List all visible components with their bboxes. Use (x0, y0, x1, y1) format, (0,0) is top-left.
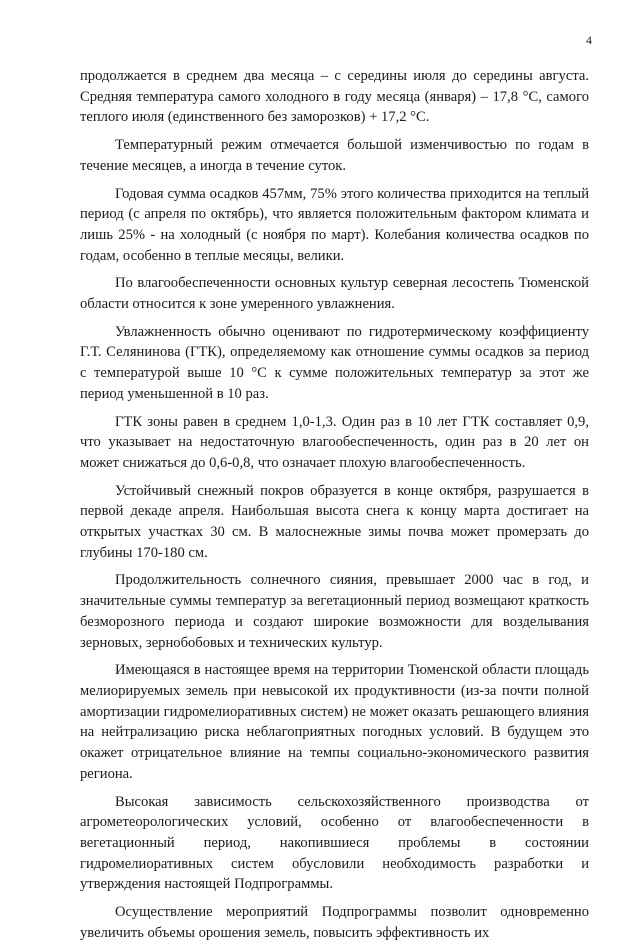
paragraph: Увлажненность обычно оценивают по гидротермическому коэффициенту Г.Т. Селянинова (ГТК), определяемому как отношение суммы осадков за период с температурой выше 10 °С к сумме положительных температур за этот же период уменьшенной в 10 раз. (80, 323, 589, 402)
paragraph: По влагообеспеченности основных культур северная лесостепь Тюменской области относится к зоне умеренного увлажнения. (80, 275, 589, 313)
paragraph: Годовая сумма осадков 457мм, 75% этого количества приходится на теплый период (с апреля по октябрь), что является положительным фактором климата и лишь 25% - на холодный (с ноября по март). Колебания количества осадков по годам, особенно в теплые месяцы, велики. (80, 185, 589, 264)
paragraph: Температурный режим отмечается большой изменчивостью по годам в течение месяцев, а иногда в течение суток. (80, 137, 589, 174)
paragraph-continued: продолжается в среднем два месяца – с середины июля до середины августа. Средняя температура самого холодного в году месяца (января) – 17,8 °С, самого теплого июля (единственного без заморозков) + 17,2 °С. (80, 68, 589, 126)
paragraph: Осуществление мероприятий Подпрограммы позволит одновременно увеличить объемы орошения земель, повысить эффективность их (80, 904, 589, 941)
paragraph: Имеющаяся в настоящее время на территории Тюменской области площадь мелиорируемых земель при невысокой их продуктивности (из-за почти полной амортизации гидромелиоративных систем) не может оказать решающего влияния на нейтрализацию риска неблагоприятных погодных условий. В будущем это окажет отрицательное влияние на темпы социально-экономического развития региона. (80, 662, 589, 782)
paragraph: Высокая зависимость сельскохозяйственного производства от агрометеорологических условий, особенно от влагообеспеченности в вегетационный период, накопившиеся проблемы в состоянии гидромелиоративных систем обусловили необходимость разработки и утверждения настоящей Подпрограммы. (80, 793, 589, 893)
paragraph: Устойчивый снежный покров образуется в конце октября, разрушается в первой декаде апреля. Наибольшая высота снега к концу марта достигает на открытых участках 30 см. В малоснежные зимы почва может промерзать до глубины 170-180 см. (80, 482, 589, 561)
document-body (80, 66, 589, 943)
paragraph: Продолжительность солнечного сияния, превышает 2000 час в год, и значительные суммы температур за вегетационный период возмещают краткость безморозного периода и создают широкие возможности для возделывания зерновых, зернобобовых и технических культур. (80, 572, 589, 651)
paragraph: ГТК зоны равен в среднем 1,0-1,3. Один раз в 10 лет ГТК составляет 0,9, что указывает на недостаточную влагообеспеченность, один раз в 20 лет он может снижаться до 0,6-0,8, что означает плохую влагообеспеченность. (80, 413, 589, 471)
page-number: 4 (586, 33, 592, 47)
